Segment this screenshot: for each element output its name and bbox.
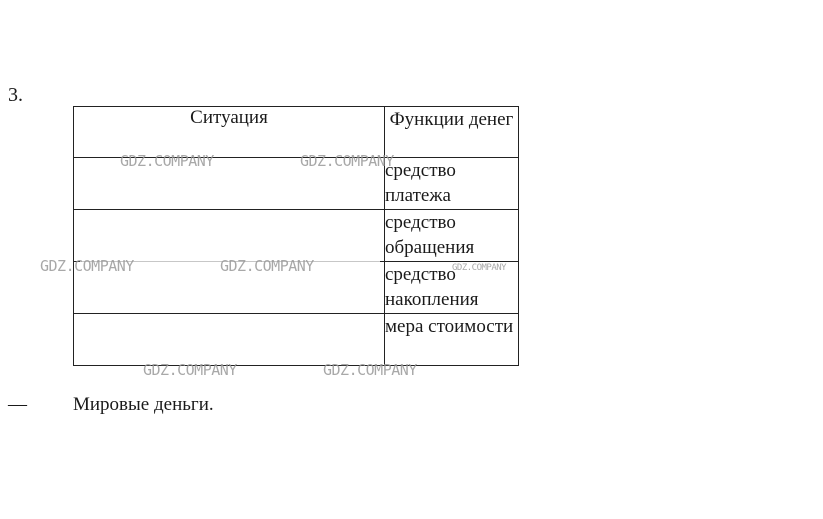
- footnote: [8, 394, 214, 416]
- table-row: [74, 314, 519, 366]
- function-cell: средство накопления: [385, 262, 519, 314]
- function-cell: средство платежа: [385, 158, 519, 210]
- situation-cell: [74, 314, 385, 366]
- watermark: GDZ.COMPANY: [40, 257, 134, 275]
- watermark: GDZ.COMPANY: [120, 152, 214, 170]
- watermark: GDZ.COMPANY: [220, 257, 314, 275]
- watermark: GDZ.COMPANY: [300, 152, 394, 170]
- table-header-row: [74, 107, 519, 158]
- header-functions: Функции денег: [385, 107, 519, 158]
- function-cell: мера стоимости: [385, 314, 519, 366]
- watermark: GDZ.COMPANY: [452, 263, 507, 273]
- function-cell: средство обращения: [385, 210, 519, 262]
- watermark: GDZ.COMPANY: [143, 361, 237, 379]
- footnote-text: Мировые деньги.: [73, 394, 214, 415]
- footnote-dash: —: [8, 394, 27, 415]
- task-number: 3.: [8, 84, 23, 106]
- header-situation: Ситуация: [74, 107, 385, 158]
- watermark: GDZ.COMPANY: [323, 361, 417, 379]
